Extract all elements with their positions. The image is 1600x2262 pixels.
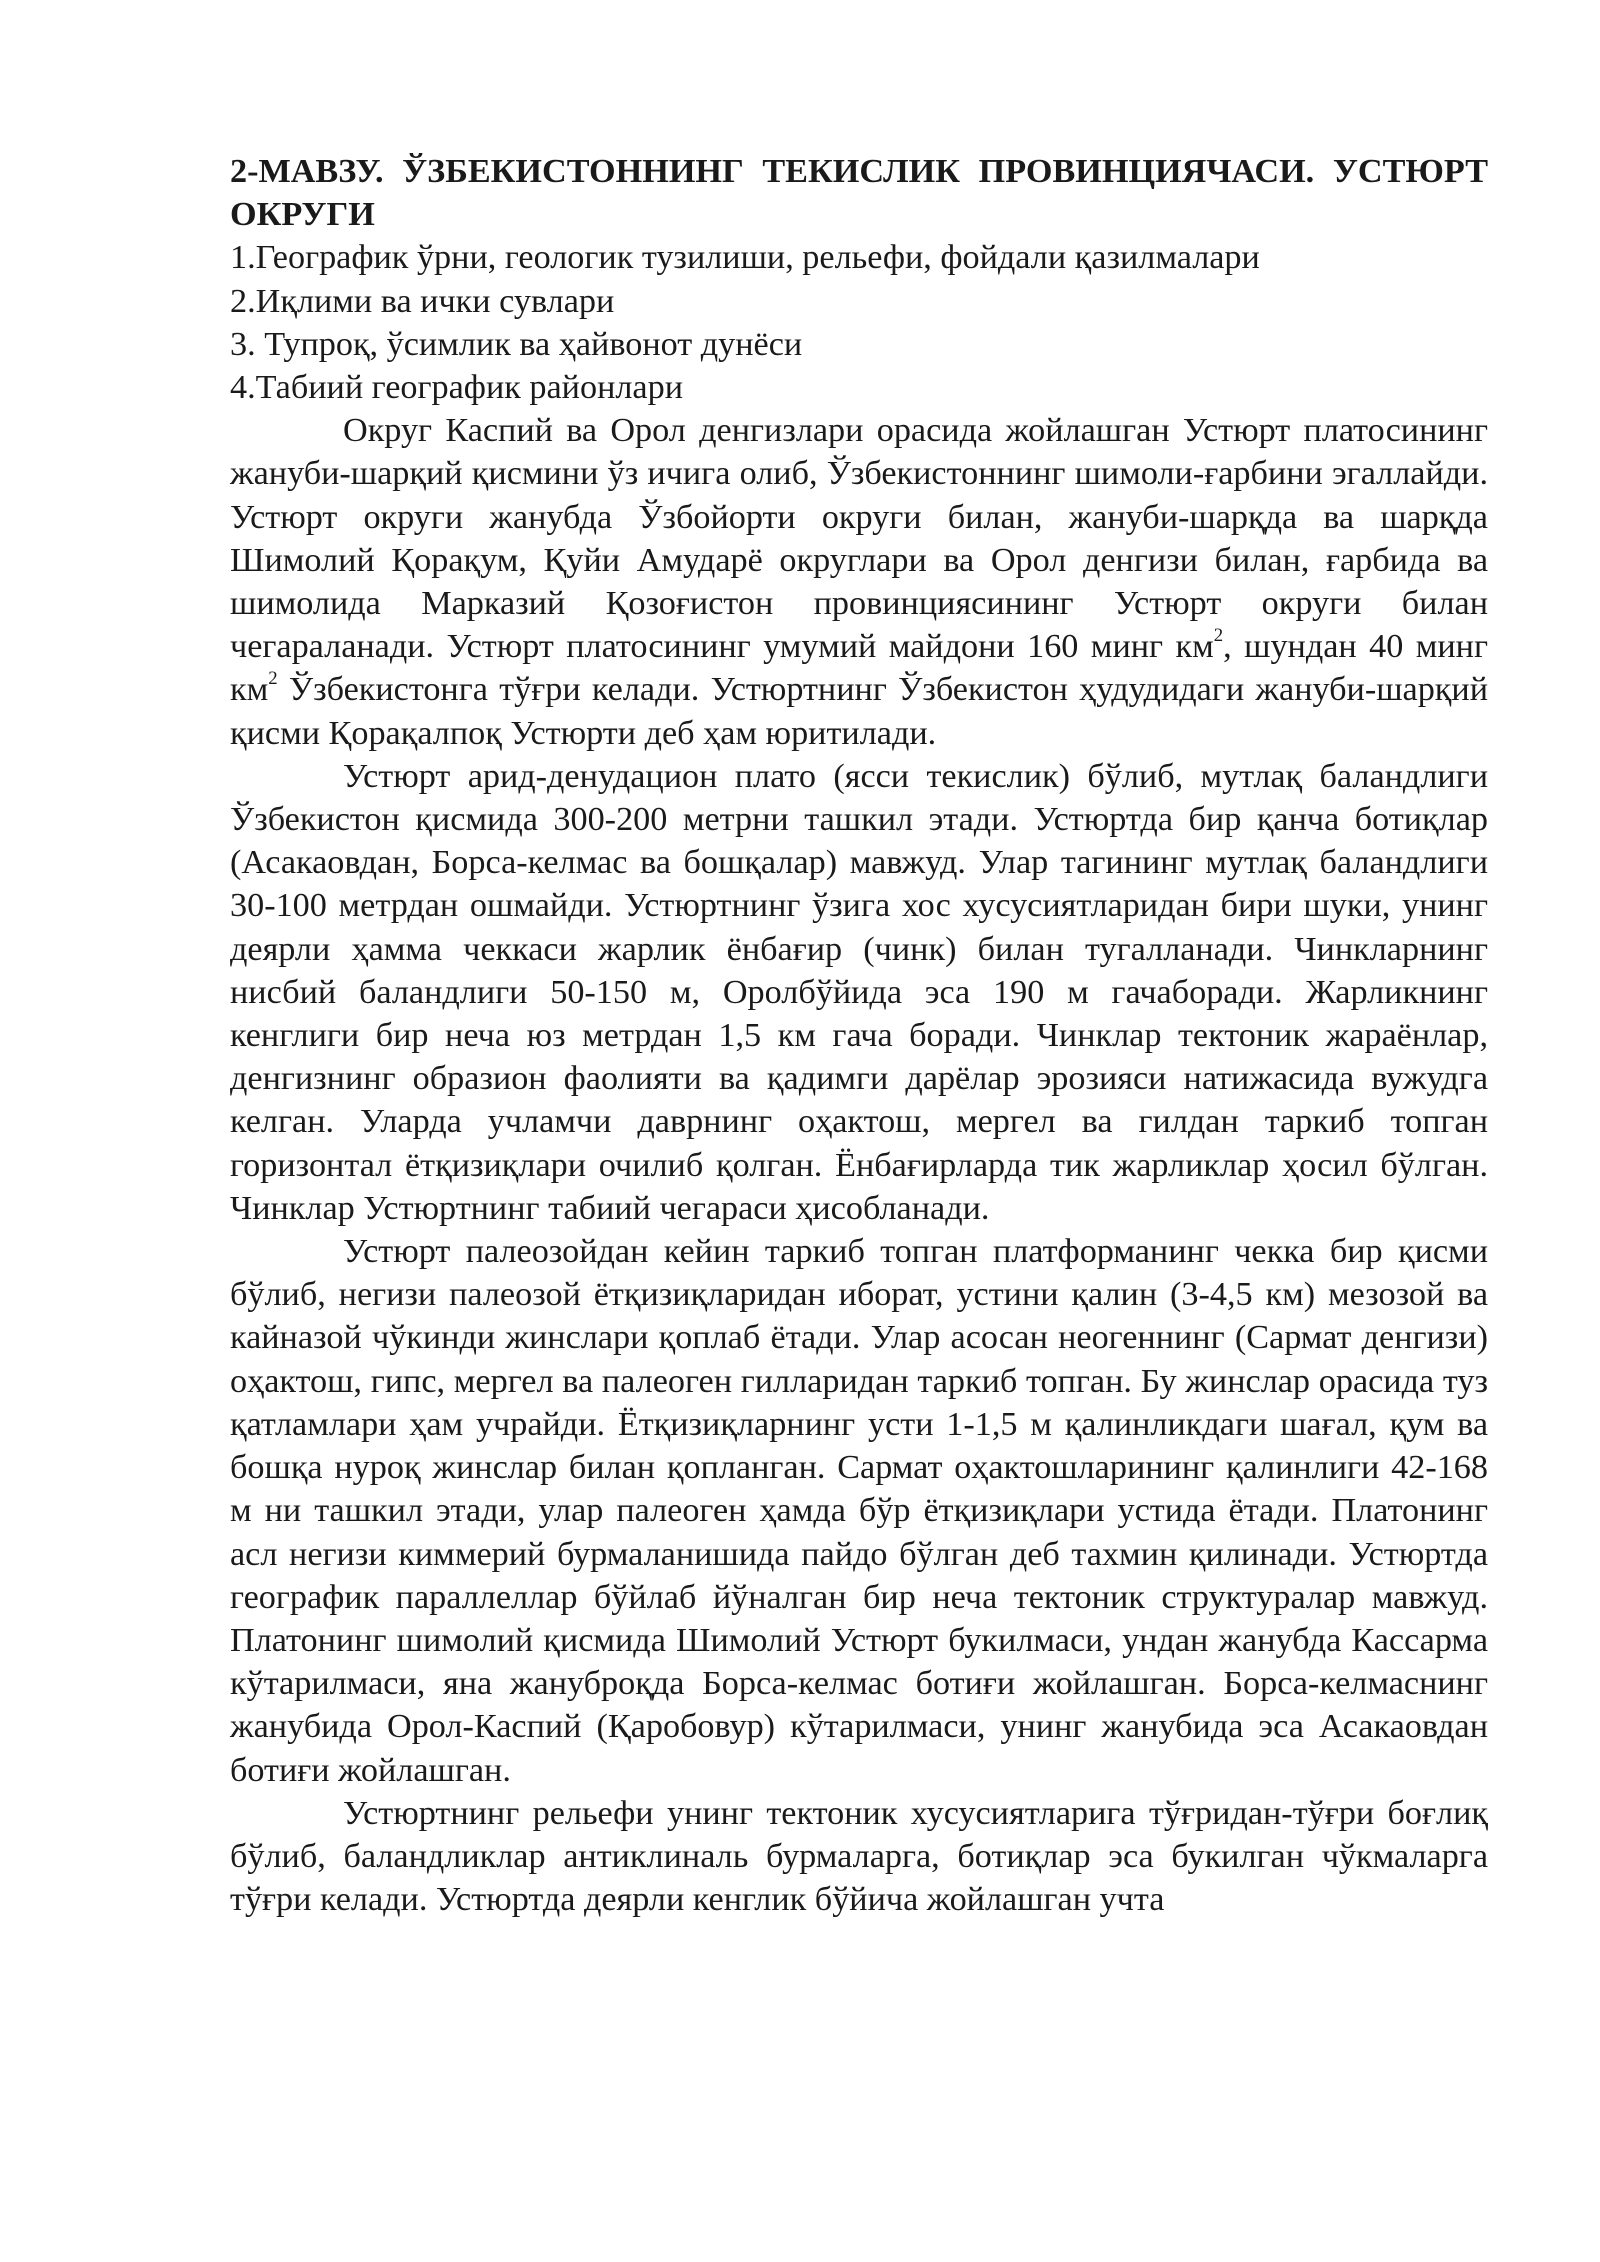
page-title: 2-МАВЗУ. ЎЗБЕКИСТОННИНГ ТЕКИСЛИК ПРОВИНЦИЯЧАСИ. УСТЮРТ ОКРУГИ	[230, 153, 1488, 234]
paragraph-relief: Устюрт арид-денудацион плато (ясси текислик) бўлиб, мутлақ баландлиги Ўзбекистон қисмида 300-200 метрни ташкил этади. Устюртда бир қанча ботиқлар (Асакаовдан, Борса-келмас ва бошқалар) мавжуд. Улар тагининг мутлақ баландлиги 30-100 метрдан ошмайди. Устюртнинг ўзига хос хусусиятларидан бири шуки, унинг деярли ҳамма чеккаси жарлик ёнбағир (чинк) билан тугалланади. Чинкларнинг нисбий баландлиги 50-150 м, Оролбўйида эса 190 м гачаборади. Жарликнинг кенглиги бир неча юз метрдан 1,5 км гача боради. Чинклар тектоник жараёнлар, денгизнинг образион фаолияти ва қадимги дарёлар эрозияси натижасида вужудга келган. Уларда учламчи даврнинг оҳактош, мергел ва гилдан таркиб топган горизонтал ётқизиқлари очилиб қолган. Ёнбағирларда тик жарликлар ҳосил бўлган. Чинклар Устюртнинг табиий чегараси ҳисобланади.	[230, 757, 1488, 1227]
paragraph-geology: Устюрт палеозойдан кейин таркиб топган платформанинг чекка бир қисми бўлиб, негизи палеозой ётқизиқларидан иборат, устини қалин (3-4,5 км) мезозой ва кайназой чўкинди жинслари қоплаб ётади. Улар асосан неогеннинг (Сармат денгизи) оҳактош, гипс, мергел ва палеоген гилларидан таркиб топган. Бу жинслар орасида туз қатламлари ҳам учрайди. Ётқизиқларнинг усти 1-1,5 м қалинликдаги шағал, қум ва бошқа нуроқ жинслар билан қопланган. Сармат оҳактошларининг қалинлиги 42-168 м ни ташкил этади, улар палеоген ҳамда бўр ётқизиқлари устида ётади. Платонинг асл негизи киммерий бурмаланишида пайдо бўлган деб тахмин қилинади. Устюртда географик параллеллар бўйлаб йўналган бир неча тектоник структуралар мавжуд. Платонинг шимолий қисмида Шимолий Устюрт букилмаси, ундан жанубда Кассарма кўтарилмаси, яна жануброқда Борса-келмас ботиғи жойлашган. Борса-келмаснинг жанубида Орол-Каспий (Қаробовур) кўтарилмаси, унинг жанубида эса Асакаовдан ботиғи жойлашган.	[230, 1233, 1488, 1789]
paragraph-location-text-b: , шундан 40 минг км	[230, 628, 1488, 709]
paragraph-tectonics: Устюртнинг рельефи унинг тектоник хусусиятларига тўғридан-тўғри боғлиқ бўлиб, баландликлар антиклиналь бурмаларга, ботиқлар эса букилган чўкмаларга тўғри келади. Устюртда деярли кенглик бўйича жойлашган учта	[230, 1794, 1488, 1919]
document-page	[230, 150, 1488, 1921]
superscript-km2-2: 2	[268, 668, 278, 690]
paragraph-location-text-c: Ўзбекистонга тўғри келади. Устюртнинг Ўзбекистон ҳудудидаги жануби-шарқий қисми Қорақалпоқ Устюрти деб ҳам юритилади.	[230, 671, 1488, 752]
paragraph-location-text-a: Округ Каспий ва Орол денгизлари орасида жойлашган Устюрт платосининг жануби-шарқий қисмини ўз ичига олиб, Ўзбекистоннинг шимоли-ғарбини эгаллайди. Устюрт округи жанубда Ўзбойорти округи билан, жануби-шарқда ва шарқда Шимолий Қорақум, Қуйи Амударё округлари ва Орол денгизи билан, ғарбида ва шимолида Марказий Қозоғистон провинциясининг Устюрт округи билан чегараланади. Устюрт платосининг умумий майдони 160 минг км	[230, 412, 1488, 666]
topic-outline	[230, 236, 1488, 409]
superscript-km2-1: 2	[1213, 625, 1224, 647]
outline-item-2: 2.Иқлими ва ички сувлари	[230, 282, 615, 320]
outline-item-4: 4.Табиий географик районлари	[230, 369, 683, 407]
outline-item-3: 3. Тупроқ, ўсимлик ва ҳайвонот дунёси	[230, 325, 803, 363]
outline-item-1: 1.Географик ўрни, геологик тузилиши, рельефи, фойдали қазилмалари	[230, 239, 1260, 277]
paragraph-location	[230, 409, 1488, 755]
